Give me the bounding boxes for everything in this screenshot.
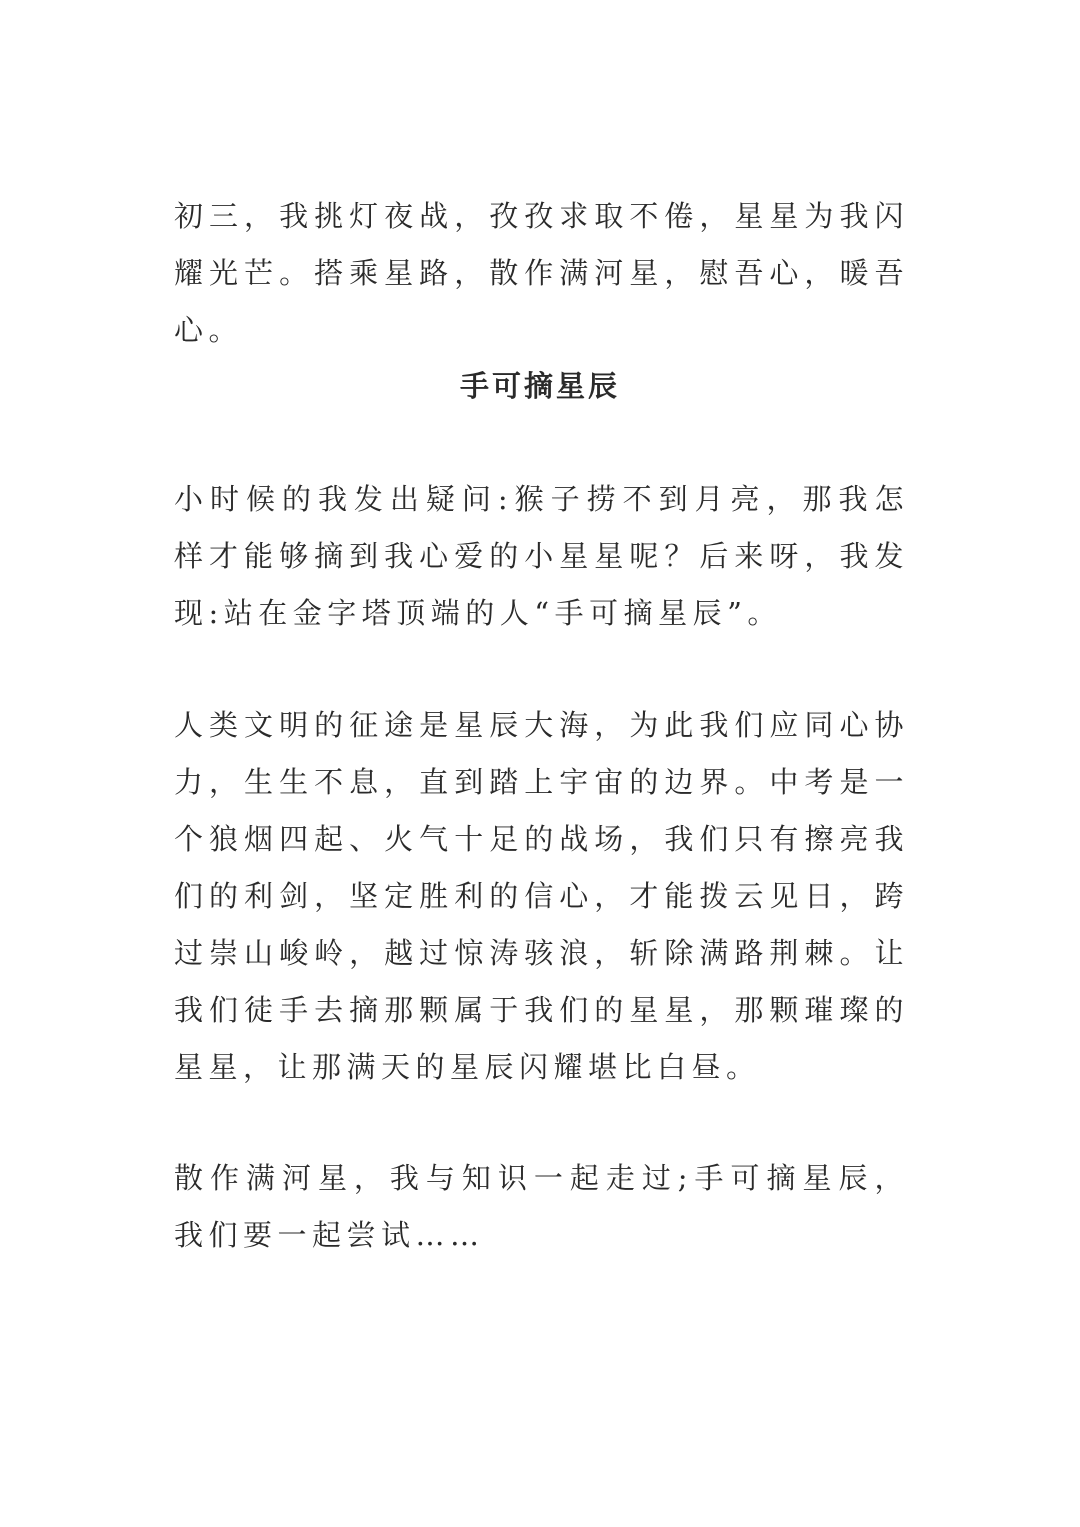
intro-paragraph: 初三，我挑灯夜战，孜孜求取不倦，星星为我闪耀光芒。搭乘星路，散作满河星，慰吾心，暖吾心。 bbox=[174, 199, 909, 347]
closing-paragraph: 散作满河星，我与知识一起走过;手可摘星辰，我们要一起尝试…… bbox=[174, 1161, 909, 1252]
body-paragraph: 小时候的我发出疑问:猴子捞不到月亮，那我怎样才能够摘到我心爱的小星星呢？后来呀，我发现:站在金字塔顶端的人“手可摘星辰”。 bbox=[174, 482, 909, 630]
body-paragraph: 人类文明的征途是星辰大海，为此我们应同心协力，生生不息，直到踏上宇宙的边界。中考是一个狼烟四起、火气十足的战场，我们只有擦亮我们的利剑，坚定胜利的信心，才能拨云见日，跨过崇山峻岭，越过惊涛骇浪，斩除满路荆棘。让我们徒手去摘那颗属于我们的星星，那颗璀璨的星星，让那满天的星辰闪耀堪比白昼。 bbox=[174, 708, 909, 1084]
section-heading: 手可摘星辰 bbox=[459, 369, 620, 403]
